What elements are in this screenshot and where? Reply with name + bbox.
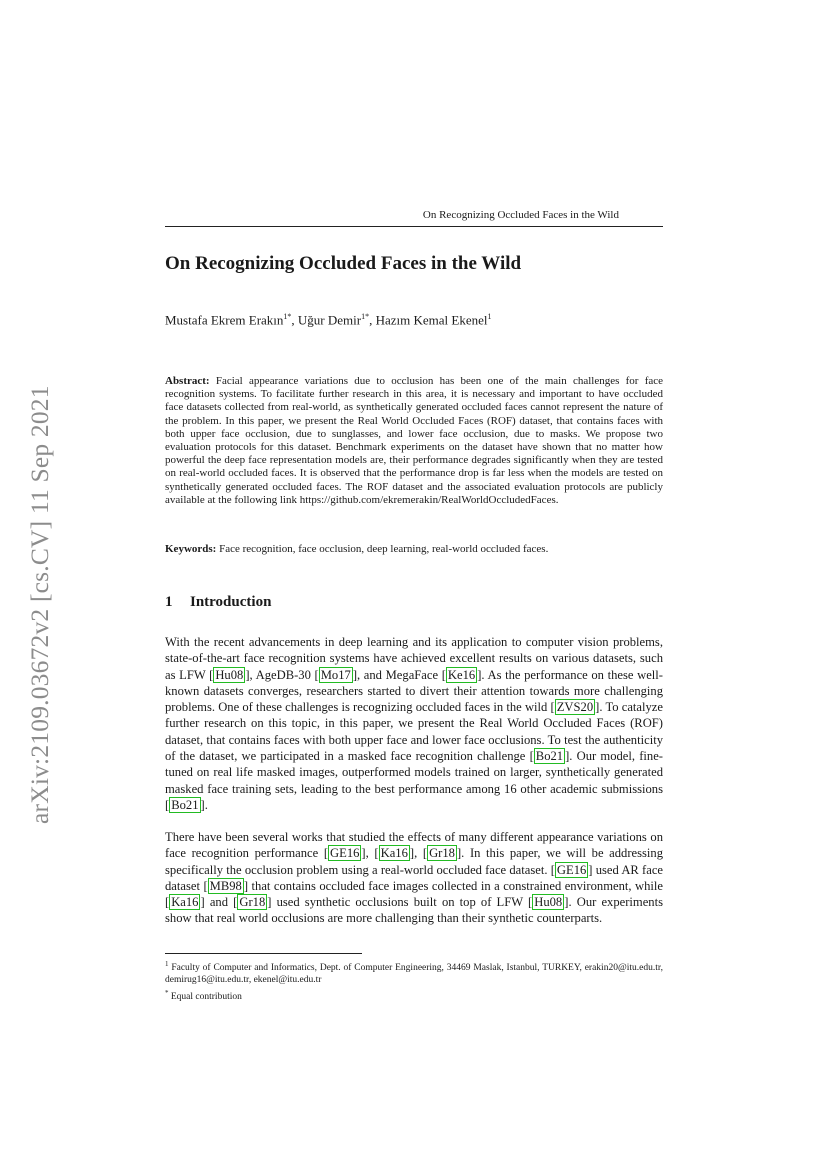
paragraph-text: , AgeDB-30 [249,667,315,682]
citation-link[interactable]: Mo17 [320,667,351,682]
footnote-text: Equal contribution [170,991,242,1002]
paragraph-text: There have been several works that studied the effects of many different appearance variations on face recognition performance [165,830,663,861]
abstract-label: Abstract: [165,375,210,387]
citation-link[interactable]: GE16 [330,846,360,861]
keywords-label: Keywords: [165,543,217,555]
keywords [165,543,663,556]
author-name: Hazım Kemal Ekenel [375,312,488,328]
citation-link[interactable]: Bo21 [535,749,564,764]
citation-link[interactable]: MB98 [209,878,242,893]
intro-paragraph-1: With the recent advancements in deep learning and its application to computer vision problems, state-of-the-art face recognition systems have achieved excellent results on various datasets, such as LFW [ Hu08 ], AgeDB-30 [ Mo17 ], and MegaFace [ Ke16 ]. As the performance on these well-known datasets converges, researchers started to divert their attention towards more challenging problems. One of these challenges is recognizing occluded faces in the wild [ ZVS20 ]. To catalyze further research on this topic, in this paper, we present the Real World Occluded Faces (ROF) dataset, that contains faces with both upper face and lower face occlusions. To test the authenticity of the dataset, we participated in a masked face recognition challenge [ Bo21 ]. Our model, fine-tuned on real life masked images, outperformed models trained on larger, synthetically generated masked face training sets, leading to the best performance among 16 other academic submissions [ Bo21 ]. [165,635,663,812]
keywords-text: Face recognition, face occlusion, deep learning, real-world occluded faces. [219,543,549,555]
footnote-affiliation [165,958,663,987]
footnote-text: Faculty of Computer and Informatics, Dept. of Computer Engineering, 34469 Maslak, Istanbul, TURKEY, erakin20@itu.edu.tr, demirug16@itu.edu.tr, ekenel@itu.edu.tr [165,963,663,986]
paragraph-text: that contains occluded face images collected in a constrained environment, while [248,878,663,893]
citation-link[interactable]: Ka16 [380,846,408,861]
paragraph-text: used synthetic occlusions built on top of LFW [271,895,529,910]
running-head [165,209,663,227]
footnote-equal-contribution [165,987,663,1003]
author-affiliation-mark: 1* [283,312,292,321]
paragraph-text: . [204,797,208,812]
paragraph-text: . As the performance on these well-known datasets converges, researchers started to divert their attention towards more challenging problems. One of these challenges is recognizing occluded faces in the wild [165,667,663,715]
paragraph-text: , [414,846,423,861]
footnote-mark: 1 [165,960,169,968]
abstract-text: Facial appearance variations due to occlusion has been one of the main challenges for face recognition systems. To facilitate further research in this area, it is necessary and important to have occluded face datasets collected from real-world, as synthetically generated occluded faces cannot represent the nature of the problem. In this paper, we present the Real World Occluded Faces (ROF) dataset, that contains faces with both upper face occlusion, due to sunglasses, and lower face occlusion, due to masks. We propose two evaluation protocols for this dataset. Benchmark experiments on the dataset have shown that no matter how powerful the deep face representation models are, their performance degrades significantly when they are tested on real-world occluded faces. It is observed that the performance drop is far less when the models are tested on synthetically generated occluded faces. The ROF dataset and the associated evaluation protocols are publicly available at the following link https://github.com/ekremerakin/RealWorldOccludedFaces. [165,375,664,506]
running-head-text: On Recognizing Occluded Faces in the Wild [422,209,619,221]
citation-link[interactable]: Bo21 [171,797,199,812]
intro-paragraph-2: There have been several works that studied the effects of many different appearance variations on face recognition performance [ GE16 ], [ Ka16 ], [ Gr18 ]. In this paper, we will be addressing specifically the occlusion problem using a real-world occluded face dataset. [ GE16 ] used AR face dataset [ MB98 ] that contains occluded face images collected in a constrained environment, while [ Ka16 ] and [ Gr18 ] used synthetic occlusions built on top of LFW [ Hu08 ]. Our experiments show that real world occlusions are more challenging than their synthetic counterparts. [165,830,664,926]
arxiv-identifier-stamp: arXiv:2109.03672v2 [cs.CV] 11 Sep 2021 [25,385,54,825]
footnote-mark: * [165,988,169,997]
paragraph-text: , [365,846,375,861]
author-name: Uğur Demir [297,312,362,328]
citation-link[interactable]: Hu08 [534,895,563,910]
paragraph-text: used AR face dataset [165,862,663,893]
section-heading-introduction [165,594,271,611]
section-number: 1 [165,594,173,610]
footnote-divider [165,953,362,954]
citation-link[interactable]: Gr18 [239,895,266,910]
citation-link[interactable]: Hu08 [215,667,244,682]
citation-link[interactable]: Ke16 [447,667,476,682]
paper-title: On Recognizing Occluded Faces in the Wild [165,253,522,274]
section-title: Introduction [190,594,272,610]
citation-link[interactable]: ZVS20 [556,700,594,715]
author-name: Mustafa Ekrem Erakın [165,312,284,328]
abstract [165,375,663,507]
paragraph-text: With the recent advancements in deep learning and its application to computer vision problems, state-of-the-art face recognition systems have achieved excellent results on various datasets, such as LFW [165,635,663,682]
paragraph-text: . In this paper, we will be addressing specifically the occlusion problem using a real-world occluded face dataset. [165,846,664,877]
paragraph-text: . To catalyze further research on this topic, in this paper, we present the Real World Occluded Faces (ROF) dataset, that contains faces with both upper face and lower face occlusions. To test the authenticity of the dataset, we participated in a masked face recognition challenge [165,700,663,764]
citation-link[interactable]: Gr18 [429,846,455,861]
citation-link[interactable]: GE16 [556,862,587,877]
author-affiliation-mark: 1 [487,312,492,321]
footnotes [165,958,663,1003]
citation-link[interactable]: Ka16 [171,895,199,910]
author-affiliation-mark: 1* [361,312,370,321]
paragraph-text: and [204,895,234,910]
author-list: Mustafa Ekrem Erakın$^{1*}$, Uğur Demir$^{1*}$, Hazım Kemal Ekenel$^1$ [165,312,492,328]
paragraph-text: . Our experiments show that real world occlusions are more challenging than their synthetic counterparts. [165,895,663,926]
paragraph-text: , and MegaFace [357,667,442,682]
paragraph-text: . Our model, fine-tuned on real life masked images, outperformed models trained on larger, synthetically generated masked face training sets, leading to the best performance among 16 other academic submissions [165,749,663,796]
